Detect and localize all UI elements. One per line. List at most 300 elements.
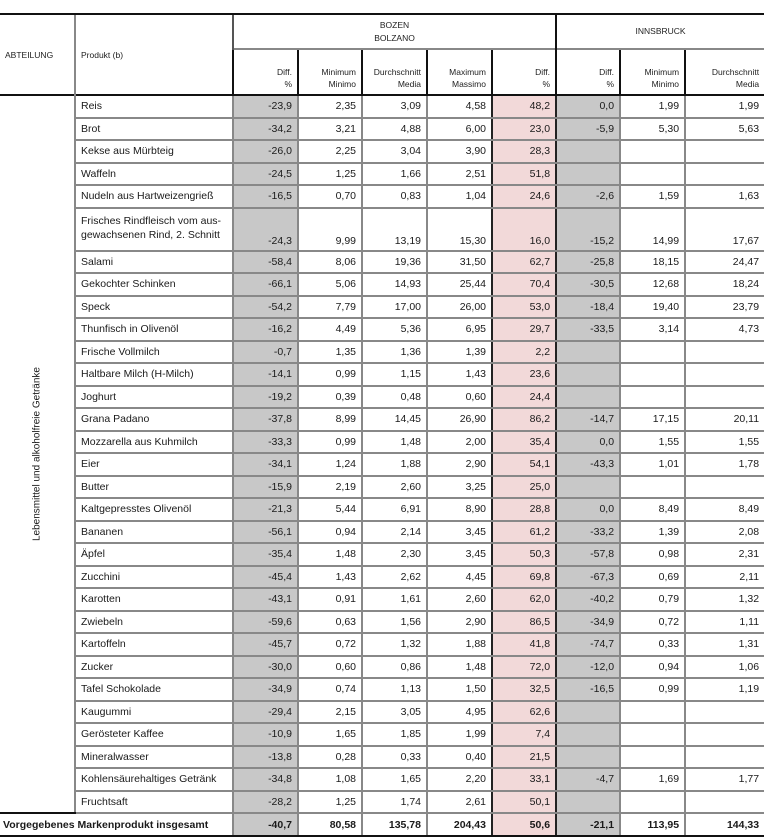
cell-diff: 86,5 [492, 611, 556, 634]
cell-ib-min [620, 791, 685, 814]
cell-bz-max: 3,25 [427, 476, 492, 499]
cell-bz-diff: -16,5 [233, 185, 298, 208]
cell-ib-diff: -57,8 [556, 543, 620, 566]
total-diff: 50,6 [492, 813, 556, 836]
cell-bz-max: 15,30 [427, 208, 492, 251]
cell-bz-min: 1,48 [298, 543, 362, 566]
cell-bz-min: 1,25 [298, 791, 362, 814]
table-row [0, 678, 764, 701]
table-row [0, 386, 764, 409]
cell-bz-min: 0,63 [298, 611, 362, 634]
cell-ib-avg [685, 140, 764, 163]
cell-ib-avg [685, 701, 764, 724]
cell-diff: 53,0 [492, 296, 556, 319]
cell-ib-min: 3,14 [620, 318, 685, 341]
cell-ib-min: 12,68 [620, 273, 685, 296]
cell-ib-avg: 23,79 [685, 296, 764, 319]
cell-ib-diff: -43,3 [556, 453, 620, 476]
cell-diff: 62,0 [492, 588, 556, 611]
cell-bz-min: 0,72 [298, 633, 362, 656]
cell-ib-diff: -30,5 [556, 273, 620, 296]
cell-bz-avg: 14,45 [362, 408, 427, 431]
cell-ib-avg [685, 791, 764, 814]
cell-diff: 29,7 [492, 318, 556, 341]
cell-ib-min: 5,30 [620, 118, 685, 141]
cell-bz-avg: 5,36 [362, 318, 427, 341]
cell-bz-diff: -26,0 [233, 140, 298, 163]
product-name: Salami [75, 251, 233, 274]
cell-bz-avg: 6,91 [362, 498, 427, 521]
table-row [0, 363, 764, 386]
product-name: Eier [75, 453, 233, 476]
cell-ib-diff [556, 363, 620, 386]
cell-bz-min: 3,21 [298, 118, 362, 141]
cell-ib-avg: 1,77 [685, 768, 764, 791]
cell-bz-max: 1,88 [427, 633, 492, 656]
product-name: Waffeln [75, 163, 233, 186]
total-ib-avg: 144,33 [685, 813, 764, 836]
cell-bz-avg: 1,36 [362, 341, 427, 364]
cell-ib-min: 1,01 [620, 453, 685, 476]
table-row [0, 453, 764, 476]
cell-bz-avg: 3,04 [362, 140, 427, 163]
cell-bz-avg: 14,93 [362, 273, 427, 296]
cell-bz-avg: 17,00 [362, 296, 427, 319]
total-bz-diff: -40,7 [233, 813, 298, 836]
cell-ib-min [620, 163, 685, 186]
table-row [0, 118, 764, 141]
cell-bz-avg: 1,85 [362, 723, 427, 746]
cell-ib-avg: 24,47 [685, 251, 764, 274]
table-row [0, 476, 764, 499]
cell-bz-max: 4,45 [427, 566, 492, 589]
cell-ib-min: 1,39 [620, 521, 685, 544]
cell-ib-diff: 0,0 [556, 498, 620, 521]
cell-bz-min: 8,06 [298, 251, 362, 274]
header-produkt: Produkt (b) [75, 14, 233, 95]
product-name: Mineralwasser [75, 746, 233, 769]
cell-bz-diff: -29,4 [233, 701, 298, 724]
product-name: Haltbare Milch (H-Milch) [75, 363, 233, 386]
cell-bz-diff: -45,7 [233, 633, 298, 656]
cell-ib-diff: -67,3 [556, 566, 620, 589]
cell-bz-diff: -33,3 [233, 431, 298, 454]
cell-bz-min: 0,99 [298, 363, 362, 386]
cell-bz-min: 0,39 [298, 386, 362, 409]
cell-bz-avg: 3,09 [362, 95, 427, 118]
table-row [0, 768, 764, 791]
cell-bz-min: 1,35 [298, 341, 362, 364]
cell-ib-diff: -33,5 [556, 318, 620, 341]
cell-bz-max: 6,95 [427, 318, 492, 341]
cell-ib-diff [556, 341, 620, 364]
price-comparison-table [0, 13, 764, 837]
product-name: Mozzarella aus Kuhmilch [75, 431, 233, 454]
cell-ib-min [620, 341, 685, 364]
cell-ib-avg: 2,31 [685, 543, 764, 566]
cell-bz-min: 4,49 [298, 318, 362, 341]
cell-bz-diff: -34,2 [233, 118, 298, 141]
cell-ib-min: 14,99 [620, 208, 685, 251]
cell-ib-avg: 1,99 [685, 95, 764, 118]
cell-bz-max: 3,45 [427, 543, 492, 566]
cell-bz-min: 1,65 [298, 723, 362, 746]
cell-bz-diff: -10,9 [233, 723, 298, 746]
table-row [0, 251, 764, 274]
cell-ib-min [620, 140, 685, 163]
total-label: Vorgegebenes Markenprodukt insgesamt [0, 813, 233, 836]
cell-diff: 32,5 [492, 678, 556, 701]
cell-bz-max: 2,61 [427, 791, 492, 814]
cell-diff: 51,8 [492, 163, 556, 186]
total-bz-avg: 135,78 [362, 813, 427, 836]
table-row [0, 140, 764, 163]
product-name: Frische Vollmilch [75, 341, 233, 364]
cell-bz-avg: 1,74 [362, 791, 427, 814]
cell-bz-diff: -21,3 [233, 498, 298, 521]
cell-ib-min [620, 701, 685, 724]
cell-ib-min: 19,40 [620, 296, 685, 319]
cell-bz-min: 2,15 [298, 701, 362, 724]
cell-diff: 28,3 [492, 140, 556, 163]
cell-bz-max: 25,44 [427, 273, 492, 296]
cell-bz-diff: -23,9 [233, 95, 298, 118]
cell-ib-avg: 1,78 [685, 453, 764, 476]
product-name: Grana Padano [75, 408, 233, 431]
cell-bz-diff: -56,1 [233, 521, 298, 544]
cell-bz-avg: 0,86 [362, 656, 427, 679]
cell-ib-avg: 2,11 [685, 566, 764, 589]
cell-bz-diff: -54,2 [233, 296, 298, 319]
cell-bz-max: 6,00 [427, 118, 492, 141]
cell-ib-avg: 1,31 [685, 633, 764, 656]
cell-bz-min: 1,08 [298, 768, 362, 791]
cell-bz-diff: -19,2 [233, 386, 298, 409]
cell-ib-diff: -34,9 [556, 611, 620, 634]
total-row [0, 813, 764, 836]
cell-ib-avg: 1,32 [685, 588, 764, 611]
cell-ib-avg: 5,63 [685, 118, 764, 141]
cell-bz-avg: 1,66 [362, 163, 427, 186]
product-name: Gerösteter Kaffee [75, 723, 233, 746]
product-name: Fruchtsaft [75, 791, 233, 814]
cell-ib-diff: -15,2 [556, 208, 620, 251]
cell-bz-avg: 2,14 [362, 521, 427, 544]
col-diff: Diff. % [492, 49, 556, 95]
cell-bz-avg: 2,60 [362, 476, 427, 499]
product-name: Zwiebeln [75, 611, 233, 634]
cell-bz-diff: -66,1 [233, 273, 298, 296]
cell-bz-min: 0,74 [298, 678, 362, 701]
cell-diff: 7,4 [492, 723, 556, 746]
cell-bz-diff: -34,8 [233, 768, 298, 791]
cell-bz-avg: 1,32 [362, 633, 427, 656]
product-name: Karotten [75, 588, 233, 611]
cell-bz-min: 1,24 [298, 453, 362, 476]
cell-bz-avg: 1,65 [362, 768, 427, 791]
cell-ib-min [620, 386, 685, 409]
cell-diff: 62,6 [492, 701, 556, 724]
cell-diff: 33,1 [492, 768, 556, 791]
table-row [0, 746, 764, 769]
cell-bz-max: 2,20 [427, 768, 492, 791]
table-row [0, 521, 764, 544]
table-row [0, 185, 764, 208]
cell-ib-avg [685, 341, 764, 364]
cell-bz-diff: -34,1 [233, 453, 298, 476]
cell-ib-avg [685, 746, 764, 769]
cell-bz-min: 0,70 [298, 185, 362, 208]
cell-diff: 16,0 [492, 208, 556, 251]
cell-ib-min: 1,55 [620, 431, 685, 454]
cell-bz-diff: -24,3 [233, 208, 298, 251]
cell-bz-max: 2,51 [427, 163, 492, 186]
cell-ib-avg: 1,55 [685, 431, 764, 454]
cell-bz-diff: -30,0 [233, 656, 298, 679]
cell-bz-diff: -59,6 [233, 611, 298, 634]
cell-diff: 41,8 [492, 633, 556, 656]
cell-bz-max: 2,00 [427, 431, 492, 454]
cell-ib-avg: 1,11 [685, 611, 764, 634]
col-bz-max: Maximum Massimo [427, 49, 492, 95]
cell-ib-min: 8,49 [620, 498, 685, 521]
cell-diff: 24,4 [492, 386, 556, 409]
cell-bz-max: 1,50 [427, 678, 492, 701]
cell-diff: 21,5 [492, 746, 556, 769]
cell-ib-min [620, 476, 685, 499]
cell-ib-min: 0,98 [620, 543, 685, 566]
cell-bz-max: 1,39 [427, 341, 492, 364]
table-row [0, 431, 764, 454]
cell-bz-diff: -15,9 [233, 476, 298, 499]
cell-ib-avg [685, 723, 764, 746]
product-name: Butter [75, 476, 233, 499]
cell-diff: 61,2 [492, 521, 556, 544]
cell-diff: 72,0 [492, 656, 556, 679]
cell-ib-min: 0,33 [620, 633, 685, 656]
cell-bz-min: 2,35 [298, 95, 362, 118]
cell-bz-avg: 13,19 [362, 208, 427, 251]
cell-bz-diff: -24,5 [233, 163, 298, 186]
cell-diff: 70,4 [492, 273, 556, 296]
cell-bz-min: 7,79 [298, 296, 362, 319]
product-name: Zucchini [75, 566, 233, 589]
cell-ib-diff: 0,0 [556, 95, 620, 118]
department-text: Lebensmittel und alkoholfreie Getränke [31, 367, 43, 541]
table-row [0, 633, 764, 656]
cell-bz-diff: -14,1 [233, 363, 298, 386]
cell-bz-min: 1,25 [298, 163, 362, 186]
cell-ib-diff [556, 386, 620, 409]
department-label [0, 95, 75, 813]
product-name: Kaltgepresstes Olivenöl [75, 498, 233, 521]
table-row [0, 723, 764, 746]
table-row [0, 498, 764, 521]
cell-bz-max: 1,48 [427, 656, 492, 679]
cell-diff: 86,2 [492, 408, 556, 431]
cell-ib-min: 1,69 [620, 768, 685, 791]
cell-bz-diff: -35,4 [233, 543, 298, 566]
table-row [0, 656, 764, 679]
cell-ib-diff [556, 476, 620, 499]
cell-ib-avg: 18,24 [685, 273, 764, 296]
cell-diff: 35,4 [492, 431, 556, 454]
table-row [0, 296, 764, 319]
cell-ib-diff: -16,5 [556, 678, 620, 701]
cell-ib-avg [685, 386, 764, 409]
cell-ib-min: 1,99 [620, 95, 685, 118]
product-name: Tafel Schokolade [75, 678, 233, 701]
cell-ib-avg [685, 476, 764, 499]
cell-bz-min: 9,99 [298, 208, 362, 251]
total-bz-min: 80,58 [298, 813, 362, 836]
cell-ib-diff: -33,2 [556, 521, 620, 544]
cell-bz-diff: -43,1 [233, 588, 298, 611]
cell-ib-avg: 8,49 [685, 498, 764, 521]
cell-ib-diff: -74,7 [556, 633, 620, 656]
cell-bz-max: 4,58 [427, 95, 492, 118]
cell-ib-diff: -12,0 [556, 656, 620, 679]
cell-ib-diff [556, 746, 620, 769]
cell-bz-min: 0,91 [298, 588, 362, 611]
cell-bz-avg: 0,48 [362, 386, 427, 409]
cell-diff: 23,0 [492, 118, 556, 141]
cell-ib-avg: 20,11 [685, 408, 764, 431]
header-bozen: BOZEN BOLZANO [233, 14, 556, 49]
cell-bz-avg: 1,61 [362, 588, 427, 611]
product-name: Kekse aus Mürbteig [75, 140, 233, 163]
cell-bz-max: 1,04 [427, 185, 492, 208]
cell-bz-avg: 1,88 [362, 453, 427, 476]
cell-bz-diff: -28,2 [233, 791, 298, 814]
cell-ib-min [620, 746, 685, 769]
cell-ib-min: 0,72 [620, 611, 685, 634]
total-ib-diff: -21,1 [556, 813, 620, 836]
table-row [0, 408, 764, 431]
cell-bz-max: 31,50 [427, 251, 492, 274]
cell-ib-diff [556, 163, 620, 186]
cell-bz-max: 0,60 [427, 386, 492, 409]
cell-bz-min: 5,06 [298, 273, 362, 296]
cell-bz-avg: 19,36 [362, 251, 427, 274]
product-name: Brot [75, 118, 233, 141]
col-bz-diff: Diff. % [233, 49, 298, 95]
cell-bz-max: 2,90 [427, 611, 492, 634]
cell-bz-avg: 4,88 [362, 118, 427, 141]
cell-bz-diff: -45,4 [233, 566, 298, 589]
total-bz-max: 204,43 [427, 813, 492, 836]
cell-ib-diff [556, 701, 620, 724]
col-ib-min: Minimum Minimo [620, 49, 685, 95]
cell-bz-max: 26,00 [427, 296, 492, 319]
cell-bz-avg: 3,05 [362, 701, 427, 724]
cell-bz-max: 3,90 [427, 140, 492, 163]
cell-bz-diff: -16,2 [233, 318, 298, 341]
cell-diff: 48,2 [492, 95, 556, 118]
product-name: Reis [75, 95, 233, 118]
cell-bz-avg: 0,83 [362, 185, 427, 208]
cell-bz-avg: 1,56 [362, 611, 427, 634]
col-ib-diff: Diff. % [556, 49, 620, 95]
product-name: Bananen [75, 521, 233, 544]
cell-ib-diff [556, 140, 620, 163]
product-name: Kaugummi [75, 701, 233, 724]
cell-bz-min: 0,94 [298, 521, 362, 544]
cell-ib-avg [685, 163, 764, 186]
cell-ib-min: 0,94 [620, 656, 685, 679]
cell-ib-diff: -5,9 [556, 118, 620, 141]
table-row [0, 163, 764, 186]
header-abteilung: ABTEILUNG [0, 14, 75, 95]
cell-ib-avg [685, 363, 764, 386]
cell-ib-diff: -18,4 [556, 296, 620, 319]
cell-bz-diff: -34,9 [233, 678, 298, 701]
cell-ib-min: 17,15 [620, 408, 685, 431]
cell-diff: 2,2 [492, 341, 556, 364]
table-row [0, 341, 764, 364]
cell-bz-diff: -0,7 [233, 341, 298, 364]
table-row [0, 273, 764, 296]
cell-bz-max: 0,40 [427, 746, 492, 769]
cell-diff: 28,8 [492, 498, 556, 521]
table-row [0, 588, 764, 611]
product-name: Gekochter Schinken [75, 273, 233, 296]
table-row [0, 791, 764, 814]
cell-diff: 69,8 [492, 566, 556, 589]
cell-bz-min: 0,60 [298, 656, 362, 679]
cell-bz-max: 1,99 [427, 723, 492, 746]
cell-bz-max: 1,43 [427, 363, 492, 386]
cell-bz-avg: 0,33 [362, 746, 427, 769]
cell-diff: 23,6 [492, 363, 556, 386]
cell-ib-min [620, 363, 685, 386]
cell-ib-diff [556, 791, 620, 814]
cell-ib-diff [556, 723, 620, 746]
table-row [0, 566, 764, 589]
product-name: Thunfisch in Olivenöl [75, 318, 233, 341]
cell-ib-avg: 4,73 [685, 318, 764, 341]
cell-ib-diff: -25,8 [556, 251, 620, 274]
cell-bz-avg: 1,15 [362, 363, 427, 386]
cell-bz-diff: -37,8 [233, 408, 298, 431]
cell-ib-diff: -2,6 [556, 185, 620, 208]
cell-ib-min: 0,69 [620, 566, 685, 589]
cell-ib-diff: -4,7 [556, 768, 620, 791]
cell-diff: 50,1 [492, 791, 556, 814]
product-name: Nudeln aus Hartweizengrieß [75, 185, 233, 208]
col-ib-avg: Durchschnitt Media [685, 49, 764, 95]
cell-bz-min: 2,25 [298, 140, 362, 163]
cell-bz-min: 5,44 [298, 498, 362, 521]
product-name: Kartoffeln [75, 633, 233, 656]
cell-ib-min: 0,99 [620, 678, 685, 701]
table-row [0, 318, 764, 341]
cell-bz-min: 1,43 [298, 566, 362, 589]
table-row [0, 208, 764, 251]
table-row [0, 701, 764, 724]
product-name: Zucker [75, 656, 233, 679]
cell-diff: 62,7 [492, 251, 556, 274]
product-name: Joghurt [75, 386, 233, 409]
cell-bz-max: 3,45 [427, 521, 492, 544]
cell-ib-diff: -14,7 [556, 408, 620, 431]
cell-bz-diff: -13,8 [233, 746, 298, 769]
cell-ib-diff: -40,2 [556, 588, 620, 611]
table-row [0, 543, 764, 566]
cell-bz-max: 26,90 [427, 408, 492, 431]
cell-ib-min: 18,15 [620, 251, 685, 274]
cell-bz-min: 8,99 [298, 408, 362, 431]
